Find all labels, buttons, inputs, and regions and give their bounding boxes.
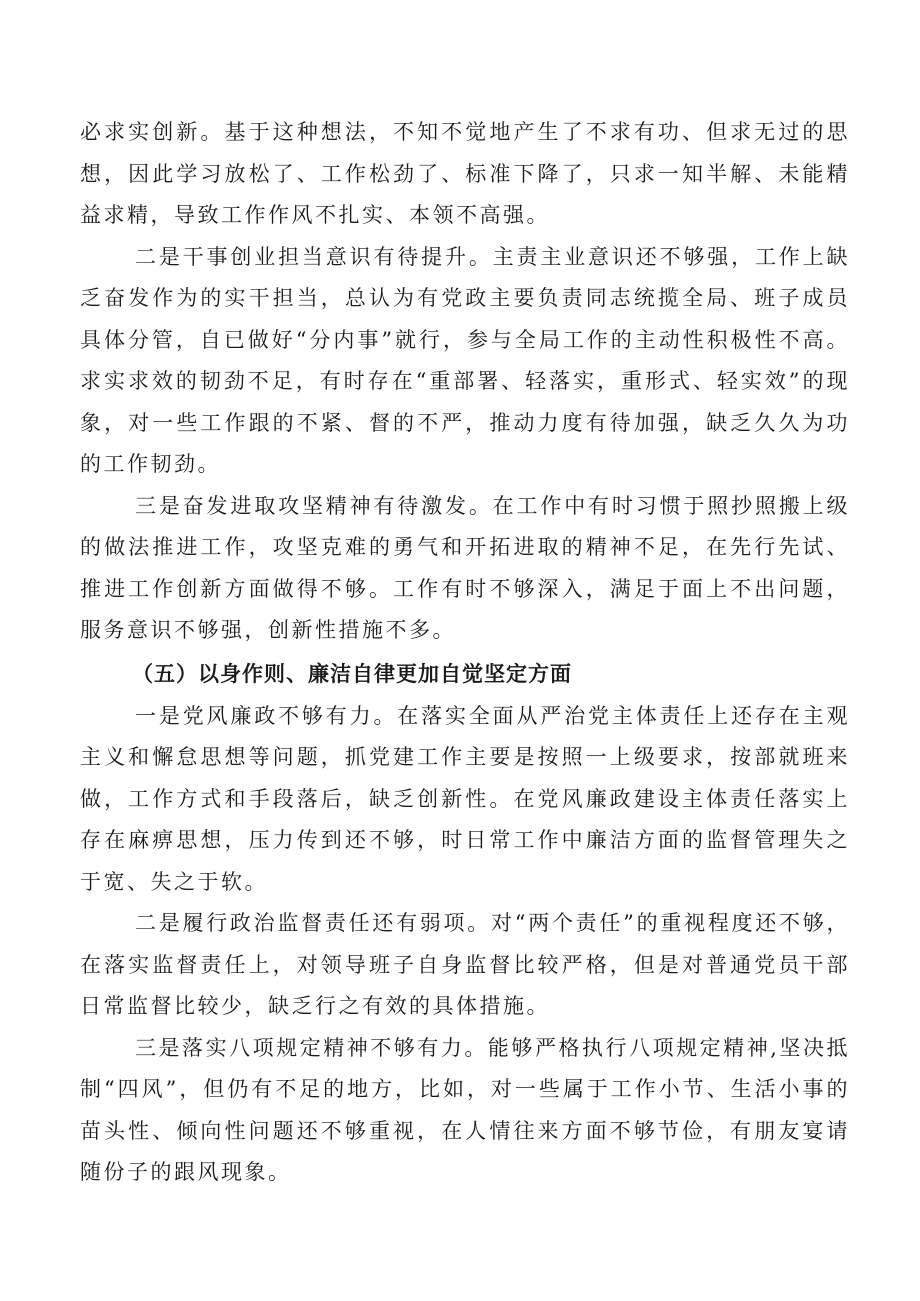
document-page (80, 112, 850, 1194)
paragraph-integrity: 一是党风廉政不够有力。在落实全面从严治党主体责任上还存在主观主义和懈怠思想等问题，抓党建工作主要是按照一上级要求，按部就班来做，工作方式和手段落后，缺乏创新性。在党风廉政建设主体责任落实上存在麻痹思想，压力传到还不够，时日常工作中廉洁方面的监督管理失之于宽、失之于软。 (80, 703, 850, 894)
paragraph-eight-rules: 三是落实八项规定精神不够有力。能够严格执行八项规定精神,坚决抵制“四风”，但仍有不足的地方，比如，对一些属于工作小节、生活小事的苗头性、倾向性问题还不够重视，在人情往来方面不够节俭，有朋友宴请随份子的跟风现象。 (80, 1035, 850, 1184)
paragraph-continuation: 必求实创新。基于这种想法，不知不觉地产生了不求有功、但求无过的思想，因此学习放松了、工作松劲了、标准下降了，只求一知半解、未能精益求精，导致工作作风不扎实、本领不高强。 (80, 120, 850, 227)
paragraph-enterprise: 三是奋发进取攻坚精神有待激发。在工作中有时习惯于照抄照搬上级的做法推进工作，攻坚克难的勇气和开拓进取的精神不足，在先行先试、推进工作创新方面做得不够。工作有时不够深入，满足于面上不出问题，服务意识不够强，创新性措施不多。 (80, 493, 850, 642)
paragraph-supervision: 二是履行政治监督责任还有弱项。对“两个责任”的重视程度还不够，在落实监督责任上，对领导班子自身监督比较严格，但是对普通党员干部日常监督比较少，缺乏行之有效的具体措施。 (80, 911, 850, 1018)
paragraph-dedication: 二是干事创业担当意识有待提升。主责主业意识还不够强，工作上缺乏奋发作为的实干担当，总认为有党政主要负责同志统揽全局、班子成员具体分管，自已做好“分内事”就行，参与全局工作的主动性积极性不高。求实求效的韧劲不足，有时存在“重部署、轻落实，重形式、轻实效”的现象，对一些工作跟的不紧、督的不严，推动力度有待加强，缺乏久久为功的工作韧劲。 (80, 244, 850, 476)
section-heading: （五）以身作则、廉洁自律更加自觉坚定方面 (132, 661, 572, 686)
